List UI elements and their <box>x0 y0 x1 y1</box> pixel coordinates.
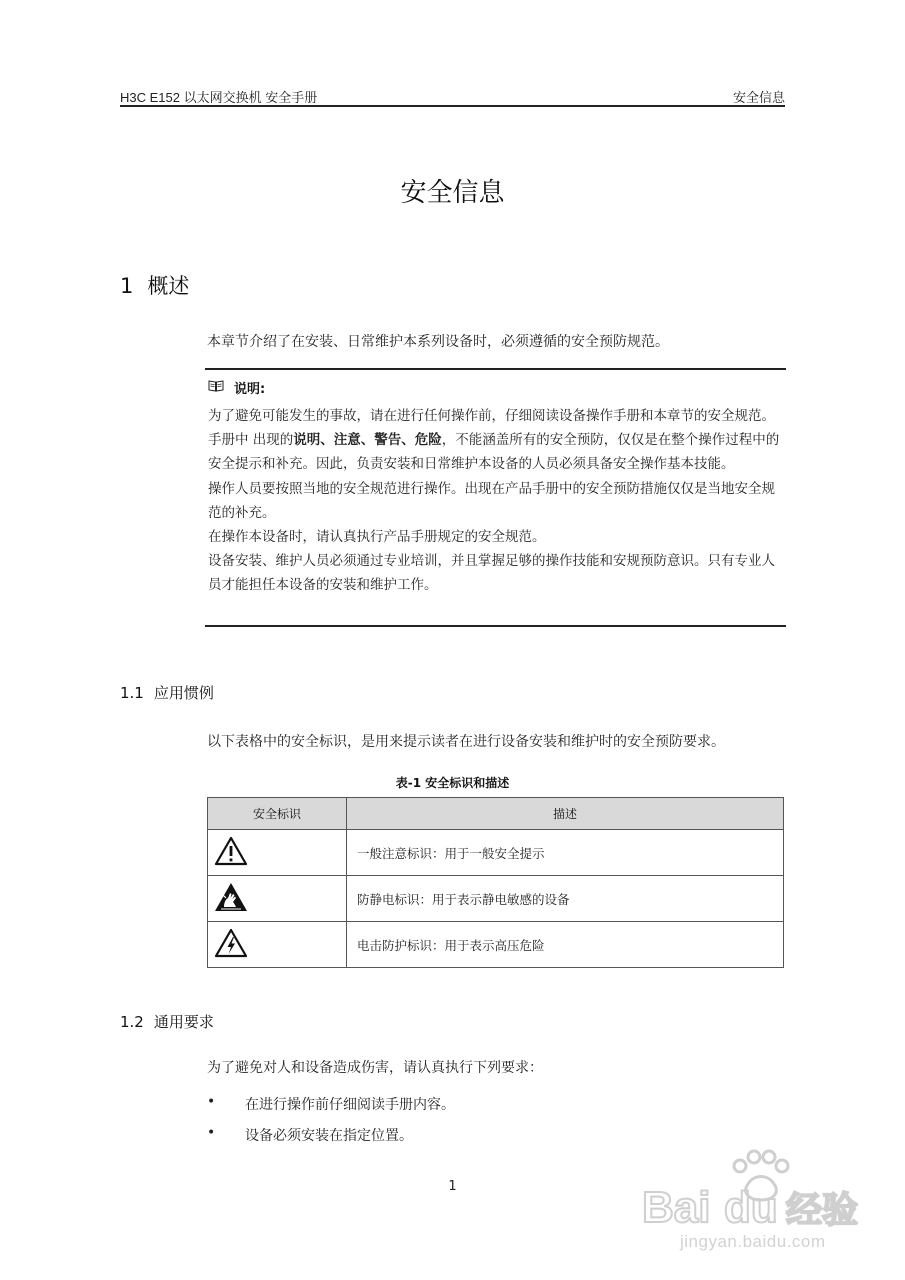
note-p1-end: ，不能涵盖所有的安全预防，仅仅是在整个操作过程中的安全提示和补充。因此，负责安装和日常维护本设备的人员必须具备安全操作基本技能。 <box>208 432 780 473</box>
list-item <box>207 1094 455 1114</box>
section-1-2-number: 1.2 <box>120 1013 144 1031</box>
list-item-text: 设备必须安装在指定位置。 <box>245 1128 413 1144</box>
section-1-heading <box>120 270 189 300</box>
safety-table <box>207 797 784 968</box>
section-1-2-heading <box>120 1011 214 1032</box>
table-row <box>208 876 784 922</box>
section-1-2-intro: 为了避免对人和设备造成伤害，请认真执行下列要求： <box>207 1060 543 1076</box>
esd-hand-icon <box>214 901 248 915</box>
bullet-icon: • <box>207 1094 216 1110</box>
table-header-symbol: 安全标识 <box>208 798 347 830</box>
section-1-title: 概述 <box>147 274 190 298</box>
note-label: 说明: <box>234 382 266 397</box>
section-1-1-heading <box>120 682 214 703</box>
section-1-1-number: 1.1 <box>120 684 144 702</box>
note-body <box>208 404 786 598</box>
page-title: 安全信息 <box>400 178 505 208</box>
note-bottom-rule <box>205 625 786 627</box>
section-1-2-title: 通用要求 <box>153 1013 214 1031</box>
list-item-text: 在进行操作前仔细阅读手册内容。 <box>245 1097 455 1113</box>
header-right: 安全信息 <box>732 90 785 105</box>
note-p1-start: 为了避免可能发生的事故，请在进行任何操作前，仔细阅读设备操作手册和本章节的安全规范。手册中 出现的 <box>208 408 775 449</box>
table-row <box>208 922 784 968</box>
table-cell-symbol <box>208 830 347 876</box>
svg-text:du: du <box>724 1183 778 1232</box>
watermark-url: jingyan.baidu.com <box>680 1232 826 1251</box>
bullet-icon: • <box>207 1125 216 1141</box>
section-1-1-intro: 以下表格中的安全标识，是用来提示读者在进行设备安装和维护时的安全预防要求。 <box>207 734 725 750</box>
note-top-rule <box>205 368 786 370</box>
section-1-number: 1 <box>120 274 134 298</box>
high-voltage-icon <box>214 947 248 961</box>
book-icon <box>208 379 224 396</box>
table-cell-description: 一般注意标识：用于一般安全提示 <box>347 830 784 876</box>
page-number: 1 <box>448 1179 457 1194</box>
header-left: H3C E152 以太网交换机 安全手册 <box>120 90 318 105</box>
note-paragraph-3: 在操作本设备时，请认真执行产品手册规定的安全规范。 <box>208 529 546 546</box>
table-caption: 表-1 安全标识和描述 <box>395 776 510 790</box>
warning-triangle-icon <box>214 855 248 869</box>
section-1-intro: 本章节介绍了在安装、日常维护本系列设备时，必须遵循的安全预防规范。 <box>207 334 669 350</box>
header-rule <box>120 105 785 107</box>
section-1-1-title: 应用惯例 <box>153 684 214 702</box>
svg-text:经验: 经验 <box>786 1190 859 1231</box>
table-cell-symbol <box>208 922 347 968</box>
table-header-description: 描述 <box>347 798 784 830</box>
table-cell-description: 防静电标识：用于表示静电敏感的设备 <box>347 876 784 922</box>
note-p1-bold: 说明、注意、警告、危险 <box>293 432 442 449</box>
note-header <box>208 378 265 397</box>
note-paragraph-1 <box>208 404 786 477</box>
table-header-row <box>208 798 784 830</box>
svg-text:Bai: Bai <box>642 1183 711 1232</box>
note-paragraph-2: 操作人员要按照当地的安全规范进行操作。出现在产品手册中的安全预防措施仅仅是当地安全规范的补充。 <box>208 480 775 521</box>
list-item <box>207 1125 413 1145</box>
table-cell-description: 电击防护标识：用于表示高压危险 <box>347 922 784 968</box>
table-cell-symbol <box>208 876 347 922</box>
table-row <box>208 830 784 876</box>
note-paragraph-4: 设备安装、维护人员必须通过专业培训，并且掌握足够的操作技能和安规预防意识。只有专业人员才能担任本设备的安装和维护工作。 <box>208 553 775 594</box>
